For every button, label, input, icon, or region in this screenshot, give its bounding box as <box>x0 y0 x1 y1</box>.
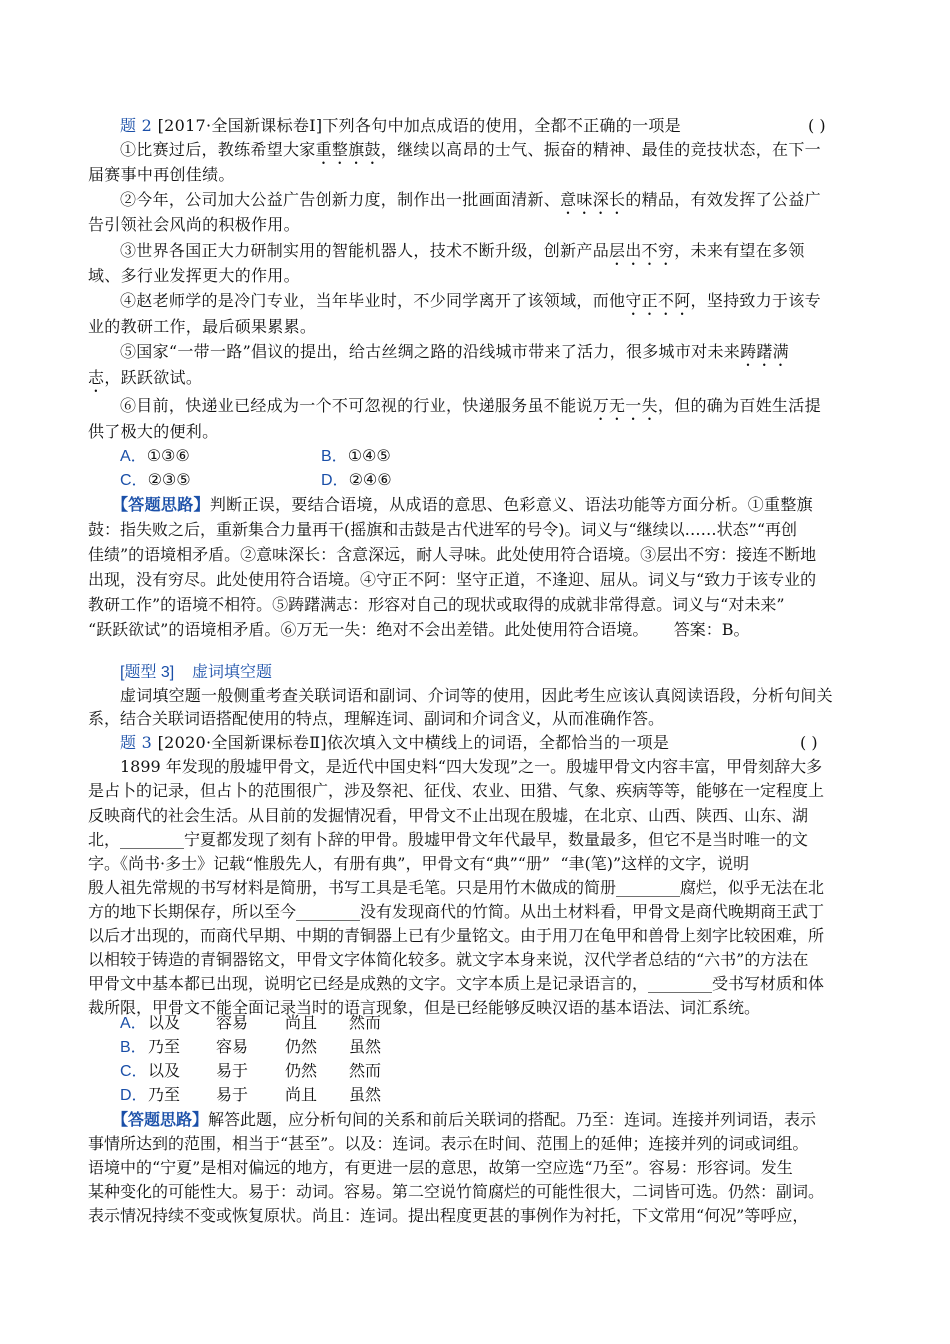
q3-label: 题 3 <box>120 733 153 752</box>
q2-sentence-3-cont: 域、多行业发挥更大的作用。 <box>88 266 300 285</box>
q2-sentence-4-cont: 业的教研工作，最后硕果累累。 <box>88 317 317 336</box>
q3-option-d-word-3: 尚且 <box>285 1087 318 1104</box>
q2-analysis-line-2: 鼓：指失败之后，重新集合力量再干(摇旗和击鼓是古代进军的号令)。词义与“继续以……状态”“再创 <box>88 520 798 539</box>
q3-option-b-word-2: 容易 <box>216 1039 249 1056</box>
q3-option-b-word-3: 仍然 <box>285 1039 318 1056</box>
q3-option-d <box>120 1086 148 1106</box>
q2-option-b-text: ①④⑤ <box>347 448 391 465</box>
q2-option-c <box>120 471 191 491</box>
q2-stem-line <box>120 116 868 136</box>
q2-option-d <box>321 471 392 491</box>
section-title: [题型 3] 虚词填空题 <box>120 664 273 681</box>
q2-s4-text-b: ，坚持致力于该专 <box>690 291 821 310</box>
q2-analysis-line-1 <box>112 495 892 515</box>
q3-option-b-word-4: 虽然 <box>349 1039 382 1056</box>
q2-s5-idiom-end: 志 <box>88 368 105 387</box>
q2-s6-text: ⑥目前，快递业已经成为一个不可忽视的行业，快递服务虽不能说 <box>120 396 593 415</box>
q2-s2-idiom: 意味深长 <box>560 190 626 209</box>
q2-s5-text: ⑤国家“一带一路”倡议的提出，给古丝绸之路的沿线城市带来了活力，很多城市对未来 <box>120 342 741 361</box>
q3-option-a-word-4: 然而 <box>349 1015 382 1032</box>
q3-text-line-7: 方的地下长期保存，所以至今________没有发现商代的竹简。从出土材料看，甲骨文是商代晚期商王武丁 <box>88 902 825 921</box>
q2-s2-text-b: 的精品，有效发挥了公益广 <box>625 190 821 209</box>
q3-analysis-tag: 【答题思路】 <box>112 1110 209 1129</box>
q2-label: 题 2 <box>120 116 153 135</box>
q2-sentence-2-cont: 告引领社会风尚的积极作用。 <box>88 215 300 234</box>
q3-option-c <box>120 1062 148 1082</box>
q3-analysis-line-3: 语境中的“宁夏”是相对偏远的地方，有更进一层的意思，故第一空应选“乃至”。容易：形容词。发生 <box>88 1158 793 1177</box>
q2-option-a-letter: A． <box>120 448 147 465</box>
q2-option-c-letter: C． <box>120 472 148 489</box>
q3-option-c-word-4: 然而 <box>349 1063 382 1080</box>
q3-option-b <box>120 1038 147 1058</box>
q2-s4-text: ④赵老师学的是冷门专业，当年毕业时，不少同学离开了该领域，而他 <box>120 291 626 310</box>
q2-analysis-line-5: 教研工作”的语境不相符。⑤踌躇满志：形容对自己的现状或取得的成就非常得意。词义与“对未来” <box>88 595 785 614</box>
q3-option-a <box>120 1014 147 1034</box>
q2-option-a <box>120 447 190 467</box>
q2-s1-text: ①比赛过后，教练希望大家 <box>120 140 316 159</box>
q3-text-line-8: 以后才出现的，而商代早期、中期的青铜器上已有少量铭文。由于用刀在龟甲和兽骨上刻字比较困难，所 <box>88 926 825 945</box>
q3-analysis-line-1 <box>112 1110 892 1130</box>
q3-option-c-word-1: 以及 <box>148 1063 181 1080</box>
q3-option-b-word-1: 乃至 <box>148 1039 181 1056</box>
q2-sentence-2 <box>120 190 868 218</box>
q2-sentence-6 <box>120 396 868 424</box>
q3-stem: [2020·全国新课标卷Ⅱ]依次填入文中横线上的词语，全都恰当的一项是 <box>157 733 670 752</box>
q2-s5-idiom: 踌躇满 <box>740 342 789 361</box>
q2-analysis-line-3: 佳绩”的语境相矛盾。②意味深长：含意深远，耐人寻味。此处使用符合语境。③层出不穷：接连不断地 <box>88 545 817 564</box>
section-paragraph-2: 系，结合关联词语搭配使用的特点，理解连词、副词和介词含义，从而准确作答。 <box>88 709 665 728</box>
q2-sentence-1 <box>120 140 868 168</box>
q2-s2-text: ②今年，公司加大公益广告创新力度，制作出一批画面清新、 <box>120 190 561 209</box>
q3-text-line-6: 殷人祖先常规的书写材料是简册，书写工具是毛笔。只是用竹木做成的简册________腐烂，似乎无法在北 <box>88 878 825 897</box>
section-paragraph-1: 虚词填空题一般侧重考查关联词语和副词、介词等的使用，因此考生应该认真阅读语段，分析句间关 <box>120 686 833 705</box>
q2-option-a-text: ①③⑥ <box>146 448 190 465</box>
q3-text-line-4: 北，________宁夏都发现了刻有卜辞的甲骨。殷墟甲骨文年代最早，数量最多，但它不是当时唯一的文 <box>88 830 809 849</box>
q2-analysis-text-1: 判断正误，要结合语境，从成语的意思、色彩意义、语法功能等方面分析。①重整旗 <box>209 495 813 514</box>
q3-text-line-9: 以相较于铸造的青铜器铭文，甲骨文字体简化较多。就文字本身来说，汉代学者总结的“六书”的方法在 <box>88 950 809 969</box>
q2-option-d-letter: D． <box>321 472 349 489</box>
q2-sentence-3 <box>120 241 868 269</box>
q3-option-c-word-3: 仍然 <box>285 1063 318 1080</box>
q2-s6-idiom: 万无一失 <box>592 396 658 415</box>
q2-sentence-4 <box>120 291 868 319</box>
q2-analysis-tag: 【答题思路】 <box>112 495 210 514</box>
q2-s3-text: ③世界各国正大力研制实用的智能机器人，技术不断升级，创新产品 <box>120 241 610 260</box>
q2-option-d-text: ②④⑥ <box>348 472 392 489</box>
q2-s3-idiom: 层出不穷 <box>609 241 675 260</box>
q2-sentence-5 <box>120 342 868 370</box>
q3-stem-line <box>120 733 868 753</box>
q2-option-b-letter: B． <box>321 448 348 465</box>
q3-option-a-word-2: 容易 <box>216 1015 249 1032</box>
q2-option-b <box>321 447 391 467</box>
q2-analysis-line-4: 出现，没有穷尽。此处使用符合语境。④守正不阿：坚守正道，不逢迎、屈从。词义与“致力于该专业的 <box>88 570 817 589</box>
q3-option-letter: B． <box>120 1039 147 1056</box>
q2-s4-idiom: 守正不阿 <box>625 291 691 310</box>
q2-sentence-5-cont <box>88 368 868 396</box>
q3-text-line-10: 甲骨文中基本都已出现，说明它已经是成熟的文字。文字本质上是记录语言的，________受书写材质和体 <box>88 974 825 993</box>
q2-s3-text-b: ，未来有望在多领 <box>674 241 805 260</box>
q3-analysis-line-4: 某种变化的可能性大。易于：动词。容易。第二空说竹简腐烂的可能性很大，二词皆可选。仍然：副词。 <box>88 1182 825 1201</box>
q3-option-d-word-1: 乃至 <box>148 1087 181 1104</box>
q3-option-d-word-4: 虽然 <box>349 1087 382 1104</box>
q2-sentence-6-cont: 供了极大的便利。 <box>88 422 219 441</box>
q3-analysis-line-5: 表示情况持续不变或恢复原状。尚且：连词。提出程度更甚的事例作为衬托，下文常用“何况”等呼应， <box>88 1206 809 1225</box>
q2-s6-text-b: ，但的确为百姓生活提 <box>657 396 821 415</box>
q2-stem: [2017·全国新课标卷Ⅰ]下列各句中加点成语的使用，全都不正确的一项是 <box>157 116 681 135</box>
q3-analysis-text-1: 解答此题，应分析句间的关系和前后关联词的搭配。乃至：连词。连接并列词语，表示 <box>208 1110 817 1129</box>
q3-text-line-1: 1899 年发现的殷墟甲骨文，是近代中国史料“四大发现”之一。殷墟甲骨文内容丰富，甲骨刻辞大多 <box>120 757 823 776</box>
q3-text-line-2: 是占卜的记录，但占卜的范围很广，涉及祭祀、征伐、农业、田猎、气象、疾病等等，能够在一定程度上 <box>88 781 825 800</box>
q3-option-letter: D． <box>120 1087 148 1104</box>
q3-option-letter: A． <box>120 1015 147 1032</box>
q3-option-a-word-1: 以及 <box>148 1015 181 1032</box>
q3-option-d-word-2: 易于 <box>216 1087 249 1104</box>
q3-analysis-line-2: 事情所达到的范围，相当于“甚至”。以及：连词。表示在时间、范围上的延伸；连接并列的词或词组。 <box>88 1134 809 1153</box>
q3-text-line-3: 反映商代的社会生活。从目前的发掘情况看，甲骨文不止出现在殷墟，在北京、山西、陕西、山东、湖 <box>88 806 809 825</box>
q2-s5-text-c: ，跃跃欲试。 <box>104 368 203 387</box>
q3-text-line-11: 裁所限，甲骨文不能全面记录当时的语言现象，但是已经能够反映汉语的基本语法、词汇系统。 <box>88 998 761 1017</box>
q3-option-a-word-3: 尚且 <box>285 1015 318 1032</box>
q2-s1-text-b: ，继续以高昂的士气、振奋的精神、最佳的竞技状态，在下一 <box>380 140 821 159</box>
q3-text-line-5: 字。《尚书·多士》记载“惟殷先人，有册有典”，甲骨文有“典”“册” “聿(笔)”这样的文字，说明 <box>88 854 750 873</box>
q2-sentence-1-cont: 届赛事中再创佳绩。 <box>88 165 235 184</box>
q2-s1-idiom: 重整旗鼓 <box>315 140 381 159</box>
q2-answer-paren: ( ) <box>808 116 826 135</box>
q3-option-letter: C． <box>120 1063 148 1080</box>
q2-analysis-line-6: “跃跃欲试”的语境相矛盾。⑥万无一失：绝对不会出差错。此处使用符合语境。 答案：B。 <box>88 620 750 639</box>
q3-option-c-word-2: 易于 <box>216 1063 249 1080</box>
q3-answer-paren: ( ) <box>800 733 818 752</box>
q2-option-c-text: ②③⑤ <box>147 472 191 489</box>
